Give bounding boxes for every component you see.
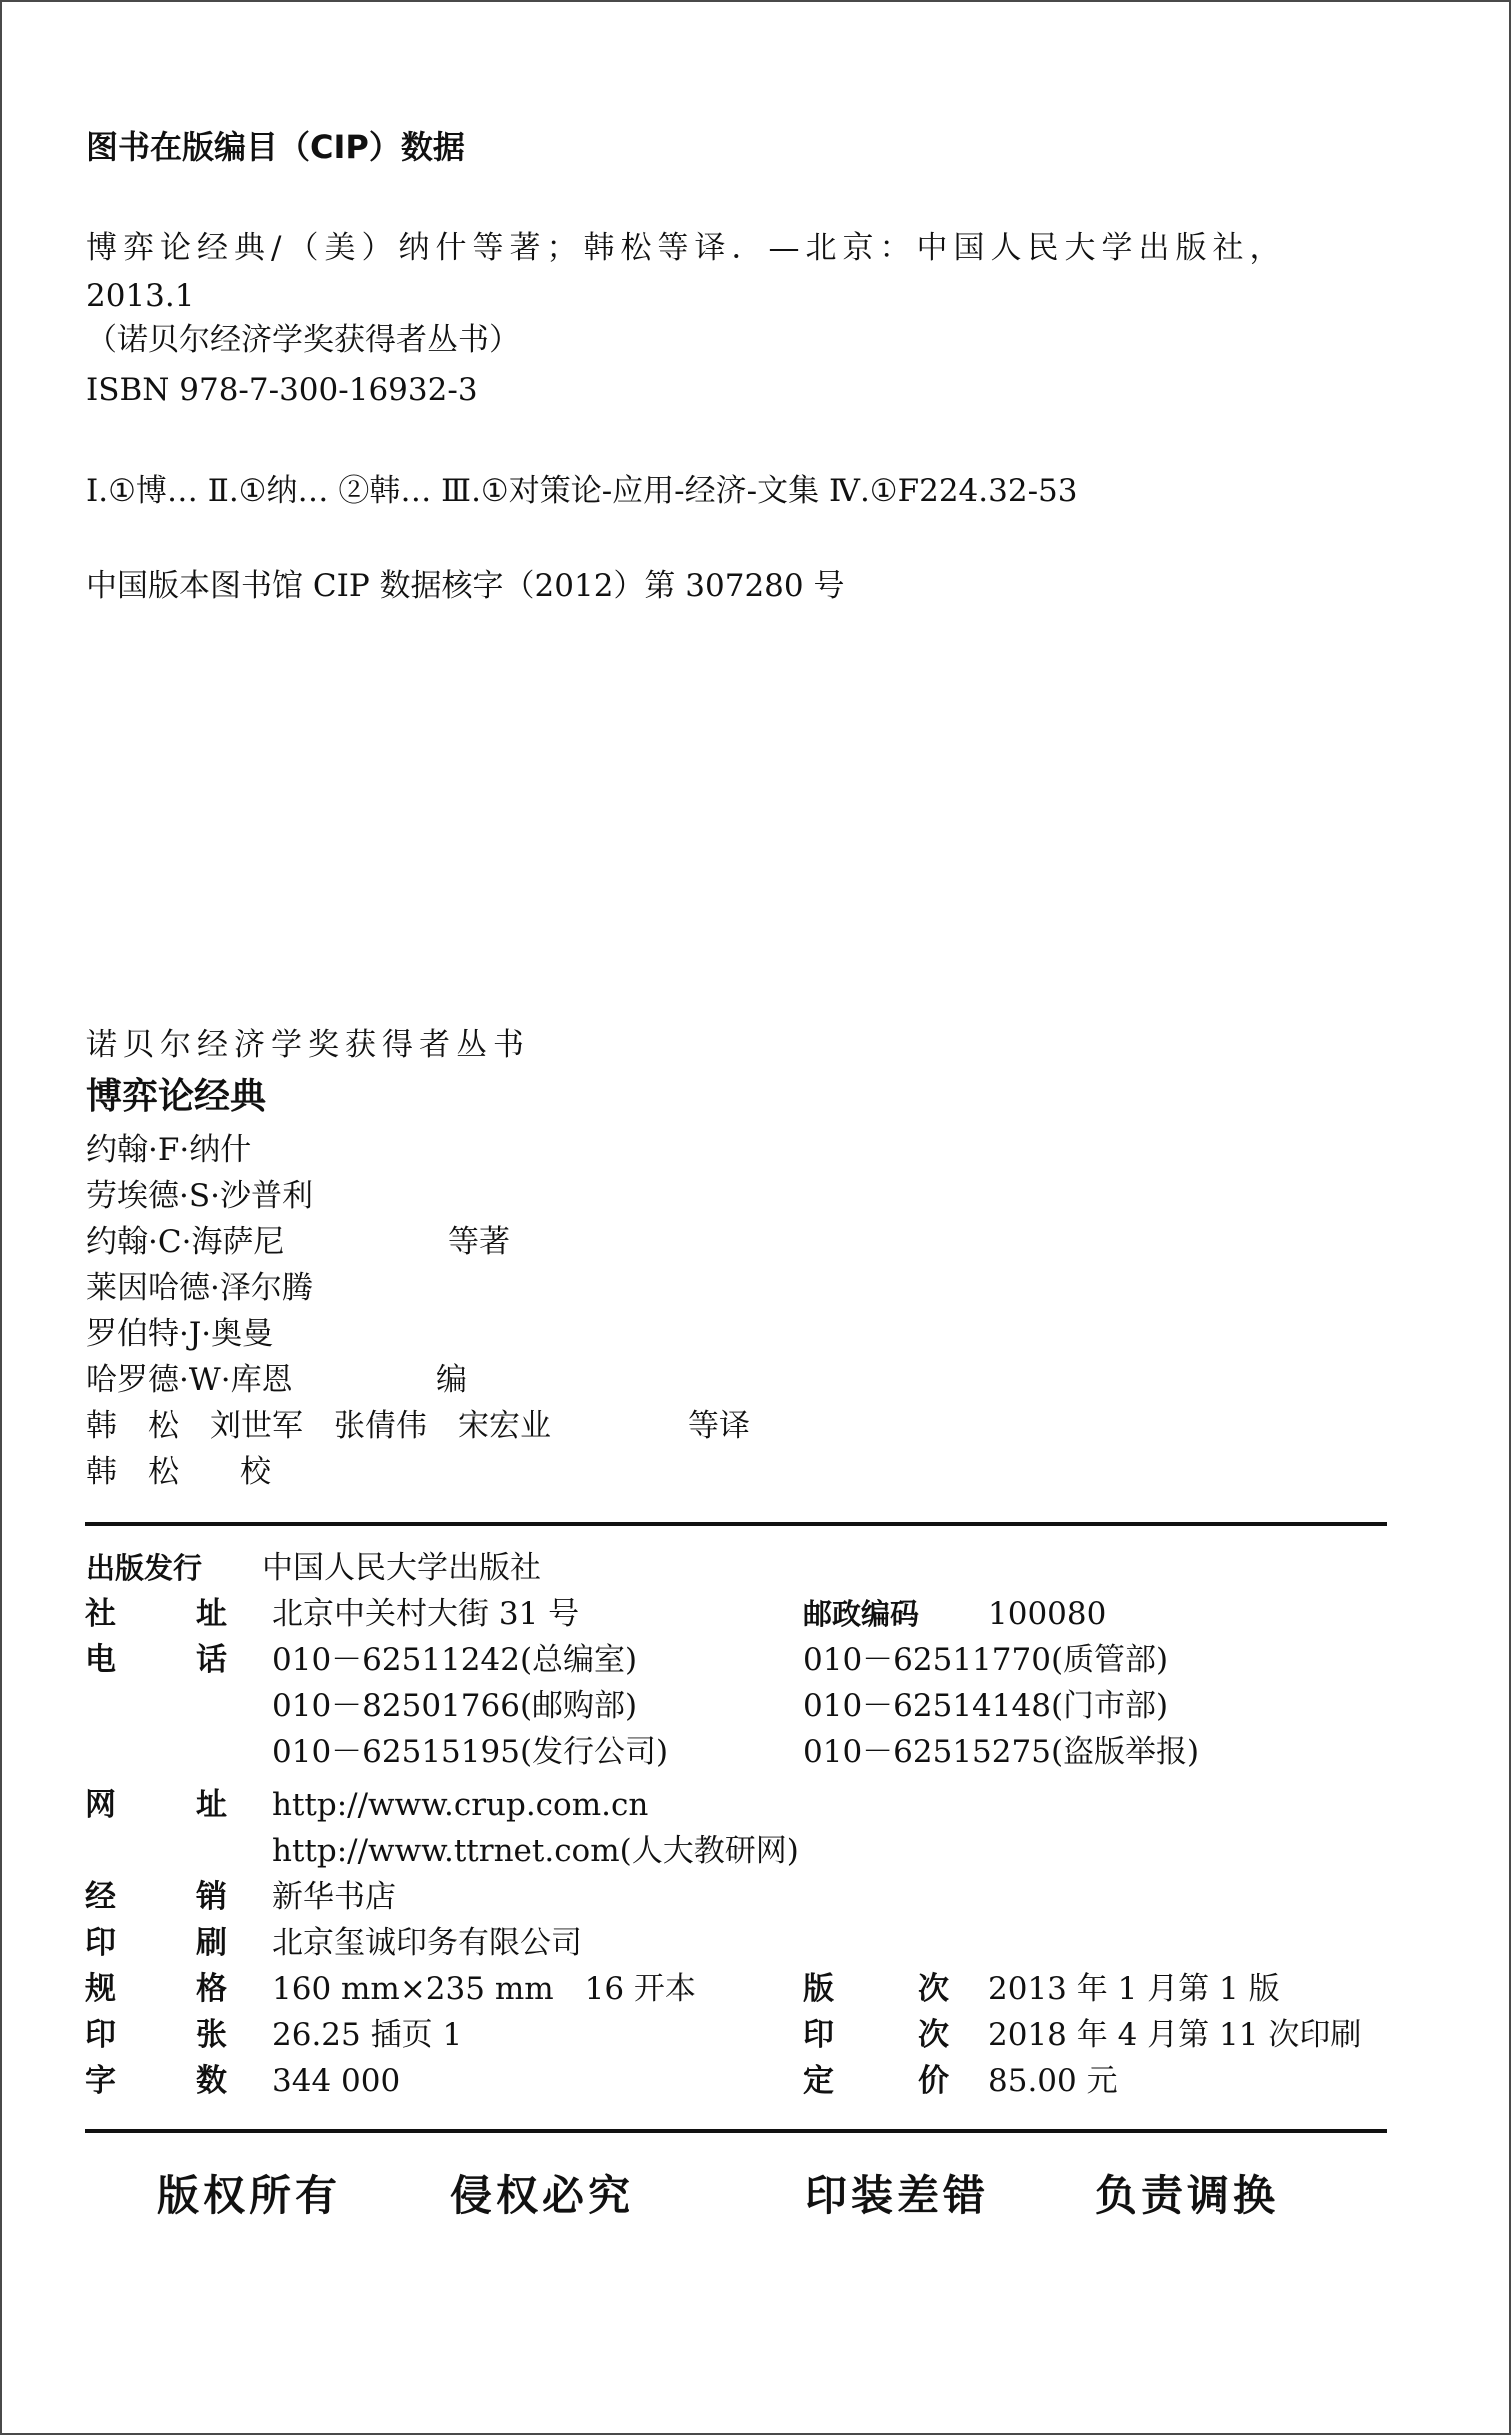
price-label-1: 定 <box>803 2063 834 2099</box>
address-label-1: 社 <box>85 1596 116 1632</box>
words-value: 344 000 <box>272 2063 401 2099</box>
publisher-label: 出版发行 <box>86 1551 203 1585</box>
distributor-label-1: 经 <box>85 1879 116 1915</box>
address-label-2: 址 <box>196 1596 227 1632</box>
copyright-slogan-2: 侵权必究 <box>450 2171 635 2220</box>
price-value: 85.00 元 <box>988 2063 1118 2099</box>
publisher-name: 中国人民大学出版社 <box>262 1550 541 1586</box>
copyright-slogan-1: 版权所有 <box>157 2171 342 2220</box>
printing-label-1: 印 <box>803 2017 834 2053</box>
cip-entry-series: （诺贝尔经济学奖获得者丛书） <box>86 322 520 358</box>
format-label-1: 规 <box>85 1971 116 2007</box>
proofreader: 韩 松 <box>86 1454 179 1490</box>
phone-left-3: 010－62515195(发行公司) <box>272 1734 669 1770</box>
sheets-label-1: 印 <box>85 2017 116 2053</box>
authors-role: 等著 <box>448 1224 510 1260</box>
address-value: 北京中关村大街 31 号 <box>272 1596 580 1632</box>
cip-isbn: ISBN 978-7-300-16932-3 <box>86 372 478 408</box>
author-3: 约翰·C·海萨尼 <box>86 1224 285 1260</box>
website-link-2[interactable]: http://www.ttrnet.com(人大教研网) <box>272 1833 799 1869</box>
author-5: 罗伯特·J·奥曼 <box>86 1316 274 1352</box>
phone-left-1: 010－62511242(总编室) <box>272 1642 638 1678</box>
website-label-2: 址 <box>196 1787 227 1823</box>
distributor-label-2: 销 <box>196 1879 227 1915</box>
edition-label-2: 次 <box>918 1971 949 2007</box>
postcode-label: 邮政编码 <box>803 1597 920 1631</box>
phone-right-1: 010－62511770(质管部) <box>803 1642 1169 1678</box>
words-label-2: 数 <box>196 2063 227 2099</box>
edition-label-1: 版 <box>803 1971 834 2007</box>
cip-entry-line1: 博弈论经典/（美）纳什等著；韩松等译．—北京：中国人民大学出版社， <box>86 230 1287 266</box>
cip-subject-classification: Ⅰ.①博… Ⅱ.①纳… ②韩… Ⅲ.①对策论-应用-经济-文集 Ⅳ.①F224.32-53 <box>86 473 1078 509</box>
author-4: 莱因哈德·泽尔腾 <box>86 1270 313 1306</box>
cip-approval-number: 中国版本图书馆 CIP 数据核字（2012）第 307280 号 <box>86 568 845 604</box>
distributor-value: 新华书店 <box>272 1879 396 1915</box>
website-label-1: 网 <box>85 1787 116 1823</box>
printer-label-1: 印 <box>85 1925 116 1961</box>
phone-label-2: 话 <box>196 1642 227 1678</box>
divider-rule-bottom <box>85 2129 1387 2133</box>
phone-right-2: 010－62514148(门市部) <box>803 1688 1169 1724</box>
editor-role: 编 <box>436 1362 467 1398</box>
format-label-2: 格 <box>196 1971 227 2007</box>
translators: 韩 松 刘世军 张倩伟 宋宏业 <box>86 1408 551 1444</box>
phone-left-2: 010－82501766(邮购部) <box>272 1688 638 1724</box>
translators-role: 等译 <box>688 1408 750 1444</box>
website-link-1[interactable]: http://www.crup.com.cn <box>272 1787 649 1823</box>
printing-label-2: 次 <box>918 2017 949 2053</box>
sheets-value: 26.25 插页 1 <box>272 2017 463 2053</box>
cip-heading: 图书在版编目（CIP）数据 <box>86 128 465 166</box>
words-label-1: 字 <box>85 2063 116 2099</box>
defect-slogan-1: 印装差错 <box>805 2171 990 2220</box>
printing-value: 2018 年 4 月第 11 次印刷 <box>988 2017 1362 2053</box>
edition-value: 2013 年 1 月第 1 版 <box>988 1971 1280 2007</box>
phone-label-1: 电 <box>85 1642 116 1678</box>
postcode-value: 100080 <box>988 1596 1107 1632</box>
cip-entry-date: 2013.1 <box>86 278 195 314</box>
book-title: 博弈论经典 <box>86 1076 267 1117</box>
price-label-2: 价 <box>918 2063 949 2099</box>
author-1: 约翰·F·纳什 <box>86 1132 252 1168</box>
printer-value: 北京玺诚印务有限公司 <box>272 1925 582 1961</box>
printer-label-2: 刷 <box>196 1925 227 1961</box>
sheets-label-2: 张 <box>196 2017 227 2053</box>
editor: 哈罗德·W·库恩 <box>86 1362 293 1398</box>
format-value: 160 mm×235 mm 16 开本 <box>272 1971 696 2007</box>
defect-slogan-2: 负责调换 <box>1095 2171 1280 2220</box>
phone-right-3: 010－62515275(盗版举报) <box>803 1734 1200 1770</box>
author-2: 劳埃德·S·沙普利 <box>86 1178 313 1214</box>
proofreader-role: 校 <box>240 1454 271 1490</box>
series-name: 诺贝尔经济学奖获得者丛书 <box>86 1027 530 1063</box>
divider-rule-top <box>85 1522 1387 1526</box>
